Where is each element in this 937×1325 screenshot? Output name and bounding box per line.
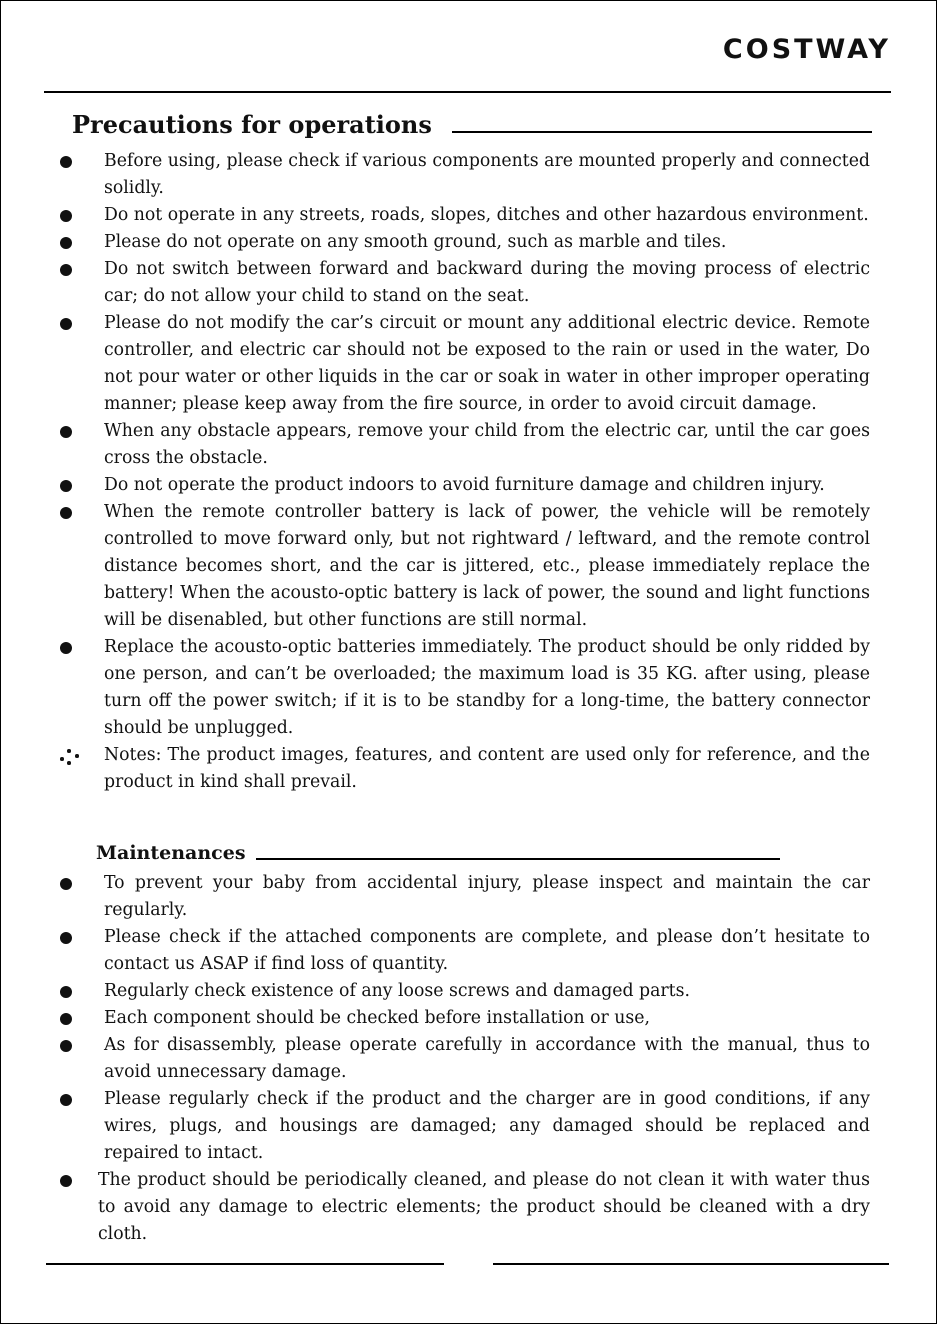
bullet-icon <box>60 1040 72 1052</box>
bullet-icon <box>60 1175 72 1187</box>
section-title-text: Precautions for operations <box>72 110 432 139</box>
list-item <box>58 418 870 472</box>
list-item-text: Regularly check existence of any loose screws and damaged parts. <box>104 981 690 1001</box>
bullet-icon <box>60 507 72 519</box>
list-item <box>58 1167 870 1248</box>
bullet-icon <box>60 986 72 998</box>
brand-logo: COSTWAY <box>722 34 891 65</box>
list-item <box>58 634 870 742</box>
list-item-text: Do not switch between forward and backward during the moving process of electric car; do not allow your child to stand on the seat. <box>104 259 870 306</box>
section-title-text: Maintenances <box>96 842 246 864</box>
list-item <box>58 229 870 256</box>
list-item-text: Please do not modify the car’s circuit or mount any additional electric device. Remote controller, and electric car should not be exposed to the rain or used in the water, Do not pour water or other liquids in the car or soak in water in other improper operating manner; please keep away from the fire source, in order to avoid circuit damage. <box>104 313 870 414</box>
bullet-icon <box>60 878 72 890</box>
list-item <box>58 1032 870 1086</box>
list-item <box>58 870 870 924</box>
footer-rule-right <box>493 1263 889 1265</box>
list-item <box>58 148 870 202</box>
list-item-text: To prevent your baby from accidental injury, please inspect and maintain the car regularly. <box>104 873 870 920</box>
bullet-icon <box>60 1094 72 1106</box>
list-item-text: Please check if the attached components are complete, and please don’t hesitate to contact us ASAP if find loss of quantity. <box>104 927 870 974</box>
list-item <box>58 472 870 499</box>
list-item <box>58 499 870 634</box>
list-item-text: When the remote controller battery is lack of power, the vehicle will be remotely controlled to move forward only, but not rightward / leftward, and the remote control distance becomes short, and the car is jittered, etc., please immediately replace the battery! When the acousto-optic battery is lack of power, the sound and light functions will be disenabled, but other functions are still normal. <box>104 502 870 630</box>
note-item <box>58 742 870 796</box>
list-item <box>58 1005 870 1032</box>
title-underline <box>256 858 780 860</box>
list-item <box>58 1086 870 1167</box>
list-item-text: When any obstacle appears, remove your child from the electric car, until the car goes cross the obstacle. <box>104 421 870 468</box>
bullet-icon <box>60 480 72 492</box>
list-item <box>58 310 870 418</box>
therefore-dots-icon <box>58 744 84 770</box>
bullet-icon <box>60 932 72 944</box>
list-item-text: Replace the acousto-optic batteries immediately. The product should be only ridded by one person, and can’t be overloaded; the maximum load is 35 KG. after using, please turn off the power switch; if it is to be standby for a long-time, the battery connector should be unplugged. <box>104 637 870 738</box>
list-item-text: Please do not operate on any smooth ground, such as marble and tiles. <box>104 232 727 252</box>
list-item-text: Please regularly check if the product and the charger are in good conditions, if any wires, plugs, and housings are damaged; any damaged should be replaced and repaired to intact. <box>104 1089 870 1163</box>
precautions-list <box>58 148 870 796</box>
title-underline <box>452 131 872 133</box>
bullet-icon <box>60 642 72 654</box>
list-item-text: Before using, please check if various components are mounted properly and connected solidly. <box>104 151 870 198</box>
list-item <box>58 256 870 310</box>
bullet-icon <box>60 318 72 330</box>
list-item <box>58 978 870 1005</box>
header-rule <box>44 91 891 93</box>
note-text: Notes: The product images, features, and content are used only for reference, and the product in kind shall prevail. <box>104 745 870 792</box>
list-item <box>58 202 870 229</box>
maintenances-list <box>58 870 870 1248</box>
list-item <box>58 924 870 978</box>
list-item-text: Do not operate in any streets, roads, slopes, ditches and other hazardous environment. <box>104 205 869 225</box>
section-maintenances-title <box>96 842 780 864</box>
bullet-icon <box>60 264 72 276</box>
list-item-text: The product should be periodically cleaned, and please do not clean it with water thus to avoid any damage to electric elements; the product should be cleaned with a dry cloth. <box>98 1170 870 1244</box>
section-precautions-title <box>72 110 872 139</box>
list-item-text: As for disassembly, please operate carefully in accordance with the manual, thus to avoid unnecessary damage. <box>104 1035 870 1082</box>
list-item-text: Each component should be checked before installation or use, <box>104 1008 651 1028</box>
bullet-icon <box>60 210 72 222</box>
footer-rule-left <box>46 1263 444 1265</box>
bullet-icon <box>60 156 72 168</box>
bullet-icon <box>60 237 72 249</box>
list-item-text: Do not operate the product indoors to avoid furniture damage and children injury. <box>104 475 825 495</box>
bullet-icon <box>60 426 72 438</box>
bullet-icon <box>60 1013 72 1025</box>
